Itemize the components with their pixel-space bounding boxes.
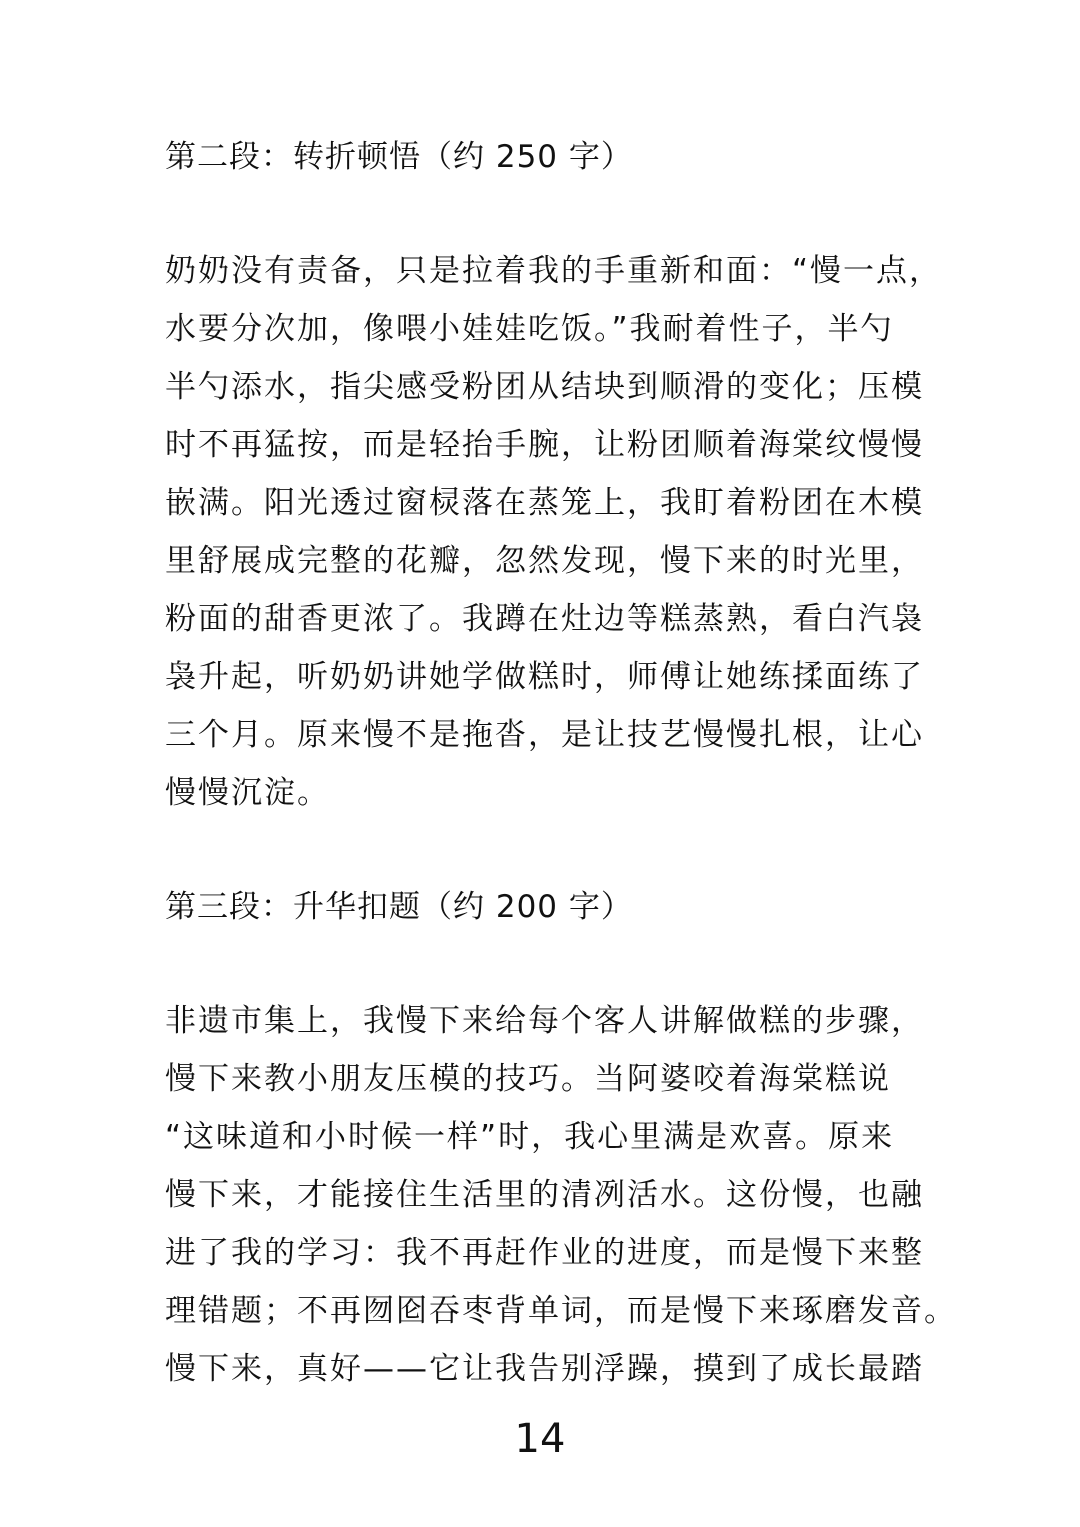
paragraph-line: 里舒展成完整的花瓣，忽然发现，慢下来的时光里， <box>165 543 924 579</box>
page-content <box>165 128 957 1398</box>
paragraph-line: 奶奶没有责备，只是拉着我的手重新和面：“慢一点， <box>165 253 943 289</box>
spacer <box>165 822 917 878</box>
paragraph-line: 慢下来，才能接住生活里的清冽活水。这份慢，也融 <box>165 1177 924 1213</box>
paragraph-line: “这味道和小时候一样”时，我心里满是欢喜。原来 <box>165 1119 895 1155</box>
section3-paragraph <box>165 992 957 1398</box>
paragraph-line: 三个月。原来慢不是拖沓，是让技艺慢慢扎根，让心 <box>165 717 924 753</box>
paragraph-line: 慢下来，真好——它让我告别浮躁，摸到了成长最踏 <box>165 1351 924 1387</box>
section2-paragraph <box>165 242 943 822</box>
paragraph-line: 慢下来教小朋友压模的技巧。当阿婆咬着海棠糕说 <box>165 1061 891 1097</box>
paragraph-line: 时不再猛按，而是轻抬手腕，让粉团顺着海棠纹慢慢 <box>165 427 924 463</box>
section2-heading: 第二段：转折顿悟（约 250 字） <box>165 139 633 175</box>
paragraph-line: 非遗市集上，我慢下来给每个客人讲解做糕的步骤， <box>165 1003 924 1039</box>
paragraph-line: 进了我的学习：我不再赶作业的进度，而是慢下来整 <box>165 1235 924 1271</box>
paragraph-line: 袅升起，听奶奶讲她学做糕时，师傅让她练揉面练了 <box>165 659 924 695</box>
section3-heading: 第三段：升华扣题（约 200 字） <box>165 889 633 925</box>
paragraph-line: 粉面的甜香更浓了。我蹲在灶边等糕蒸熟，看白汽袅 <box>165 601 924 637</box>
spacer <box>165 186 917 242</box>
paragraph-line: 水要分次加，像喂小娃娃吃饭。”我耐着性子，半勺 <box>165 311 894 347</box>
paragraph-line: 慢慢沉淀。 <box>165 775 330 811</box>
spacer <box>165 936 917 992</box>
page-number: 14 <box>514 1416 566 1462</box>
paragraph-line: 理错题；不再囫囵吞枣背单词，而是慢下来琢磨发音。 <box>165 1293 957 1329</box>
paragraph-line: 嵌满。阳光透过窗棂落在蒸笼上，我盯着粉团在木模 <box>165 485 924 521</box>
paragraph-line: 半勺添水，指尖感受粉团从结块到顺滑的变化；压模 <box>165 369 924 405</box>
